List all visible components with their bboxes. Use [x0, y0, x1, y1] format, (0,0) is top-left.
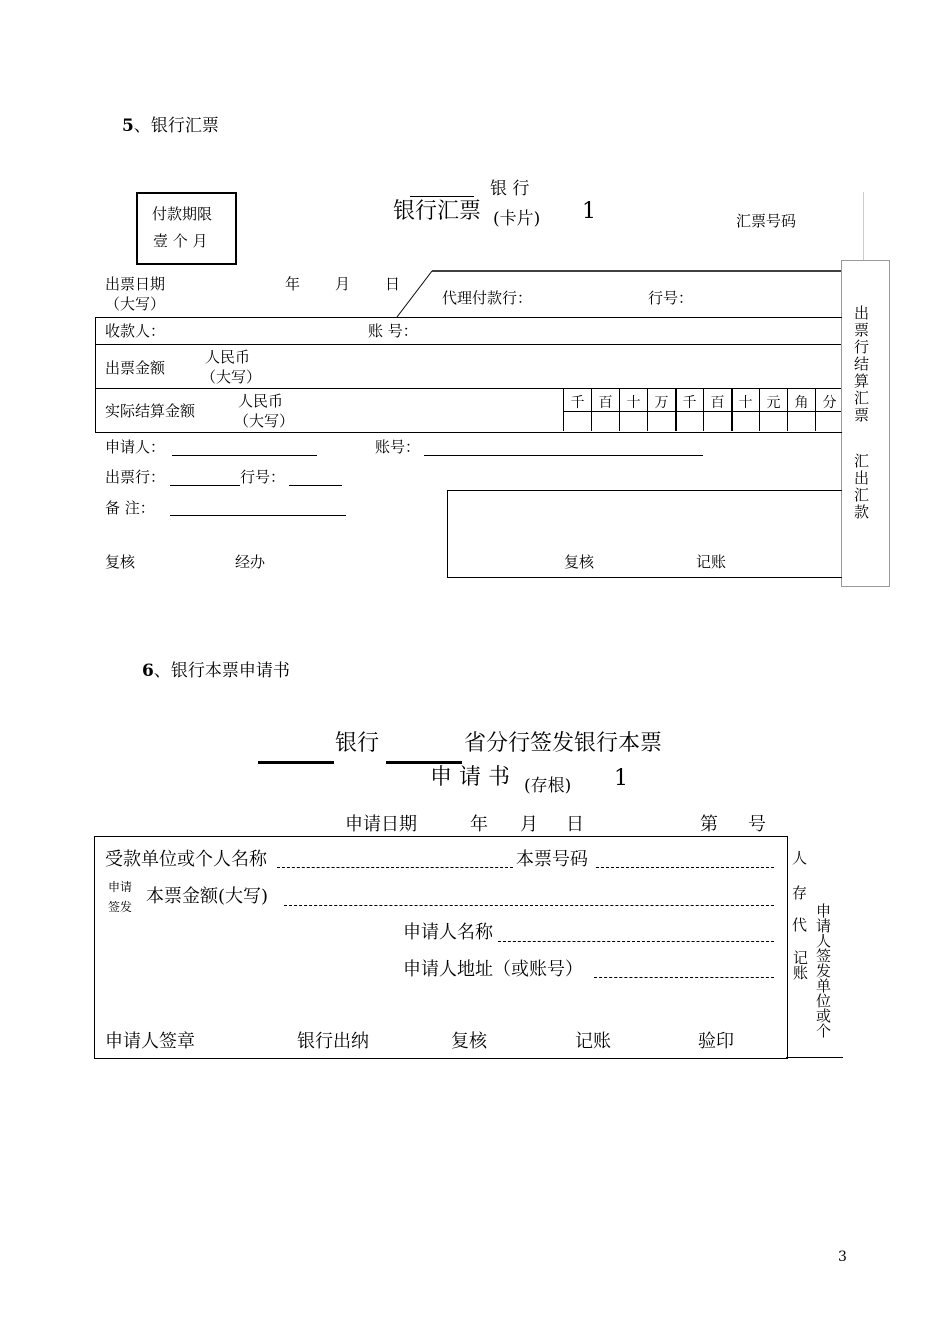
issue-date-label: 出票日期 — [105, 275, 166, 293]
section-6-heading — [142, 663, 290, 680]
digit-unit: 百 — [598, 395, 613, 411]
copy-number: 1 — [582, 199, 596, 224]
issue-day: 日 — [385, 275, 401, 293]
bank-review-label: 复核 — [564, 553, 595, 571]
payee-blank — [277, 867, 513, 868]
issue-month: 月 — [335, 275, 351, 293]
payment-period-label: 付款期限 — [152, 205, 213, 223]
bank-use-box — [447, 490, 842, 578]
applicant-blank — [172, 455, 317, 456]
digit-unit: 百 — [710, 395, 725, 411]
digit-unit: 千 — [570, 395, 585, 411]
actual-amount-label: 实际结算金额 — [105, 402, 196, 420]
applicant-seal-label: 申请人签章 — [105, 1031, 195, 1052]
payee-account-label: 账 号： — [368, 322, 418, 340]
issuing-bank-no-blank — [289, 485, 342, 486]
issue-year: 年 — [285, 275, 301, 293]
applicant-address-label: 申请人地址（或账号） — [403, 959, 583, 980]
section-5-title: 、银行汇票 — [133, 116, 219, 136]
bank-bookkeeping-label: 记账 — [696, 553, 727, 571]
issuing-bank-label: 出票行： — [105, 468, 166, 486]
handler-label: 经办 — [235, 553, 266, 571]
agent-bank-label: 代理付款行： — [442, 289, 533, 307]
side-text-b: 申请人签发单位或个 — [814, 903, 832, 1038]
applicant-name-blank — [498, 941, 774, 942]
province-blank — [386, 761, 462, 764]
remark-blank — [170, 515, 346, 516]
digit-unit: 元 — [766, 395, 781, 411]
amount-blank — [284, 905, 774, 906]
section-5-number: 5 — [122, 116, 134, 136]
check-seal-label: 验印 — [698, 1031, 734, 1052]
cashier-label: 银行出纳 — [297, 1031, 369, 1052]
row-line-2 — [95, 388, 841, 389]
page-number: 3 — [838, 1249, 847, 1265]
apply-year: 年 — [470, 814, 488, 835]
payee-label: 收款人： — [105, 322, 166, 340]
form-title-line2: 申 请 书 — [430, 765, 510, 790]
review-label: 复核 — [105, 553, 136, 571]
form-subtitle: (存根) — [524, 776, 572, 796]
issue-amount-rmb: 人民币 — [205, 348, 251, 366]
digit-grid-midline — [563, 411, 841, 412]
note-number-label: 本票号码 — [516, 849, 588, 870]
applicant-address-blank — [594, 977, 774, 978]
apply-day: 日 — [566, 814, 584, 835]
section-6-number: 6 — [142, 661, 154, 681]
form-title: 省分行签发银行本票 — [464, 731, 663, 756]
issuing-bank-no-label: 行号： — [240, 468, 286, 486]
applicant-account-blank — [424, 455, 703, 456]
issuing-bank-blank — [170, 485, 240, 486]
apply-month: 月 — [520, 814, 538, 835]
small-label-issue: 签发 — [108, 900, 133, 914]
side-text-a2: 存 — [792, 884, 808, 902]
digit-unit: 十 — [626, 395, 641, 411]
note-number-blank — [596, 867, 774, 868]
actual-amount-uppercase: （大写） — [234, 412, 295, 430]
actual-amount-rmb: 人民币 — [238, 392, 284, 410]
title-bank: 银行 — [335, 731, 380, 756]
table-bottom-extension — [786, 1057, 843, 1058]
applicant-account-label: 账号： — [375, 438, 421, 456]
digit-unit: 万 — [654, 395, 669, 411]
draft-number-label: 汇票号码 — [736, 212, 797, 230]
issue-amount-uppercase: （大写） — [201, 368, 262, 386]
digit-unit: 分 — [822, 395, 837, 411]
row-line-1 — [95, 344, 841, 345]
amount-label: 本票金额(大写) — [146, 886, 269, 907]
title-bank: 银 行 — [490, 179, 530, 199]
digit-unit: 角 — [794, 395, 809, 411]
form-subtitle: (卡片) — [493, 209, 541, 229]
bank-name-blank — [258, 761, 334, 764]
bookkeeping-label: 记账 — [575, 1031, 611, 1052]
bank-no-label: 行号： — [648, 289, 694, 307]
number-suffix: 号 — [748, 814, 766, 835]
copy-number: 1 — [614, 766, 628, 791]
issue-amount-label: 出票金额 — [105, 359, 166, 377]
small-label-apply: 申请 — [108, 880, 133, 894]
digit-unit: 十 — [738, 395, 753, 411]
apply-date-label: 申请日期 — [345, 814, 417, 835]
side-text-a1: 人 — [792, 849, 808, 867]
applicant-label: 申请人： — [105, 438, 166, 456]
digit-unit: 千 — [682, 395, 697, 411]
section-6-title: 、银行本票申请书 — [153, 661, 290, 681]
review-label: 复核 — [451, 1031, 487, 1052]
side-text-bottom: 汇出汇款 — [852, 453, 870, 521]
applicant-name-label: 申请人名称 — [403, 922, 493, 943]
remark-label: 备 注： — [105, 499, 155, 517]
payee-label: 受款单位或个人名称 — [105, 849, 267, 870]
side-text-a3: 代 — [792, 916, 808, 934]
side-text-top: 出票行结算汇票 — [852, 305, 870, 424]
side-text-a4: 记账 — [791, 950, 809, 980]
payment-period-value: 壹 个 月 — [153, 232, 208, 250]
form-title: 银行汇票 — [393, 199, 482, 224]
issue-date-sub: （大写） — [105, 295, 166, 313]
number-prefix: 第 — [700, 814, 718, 835]
